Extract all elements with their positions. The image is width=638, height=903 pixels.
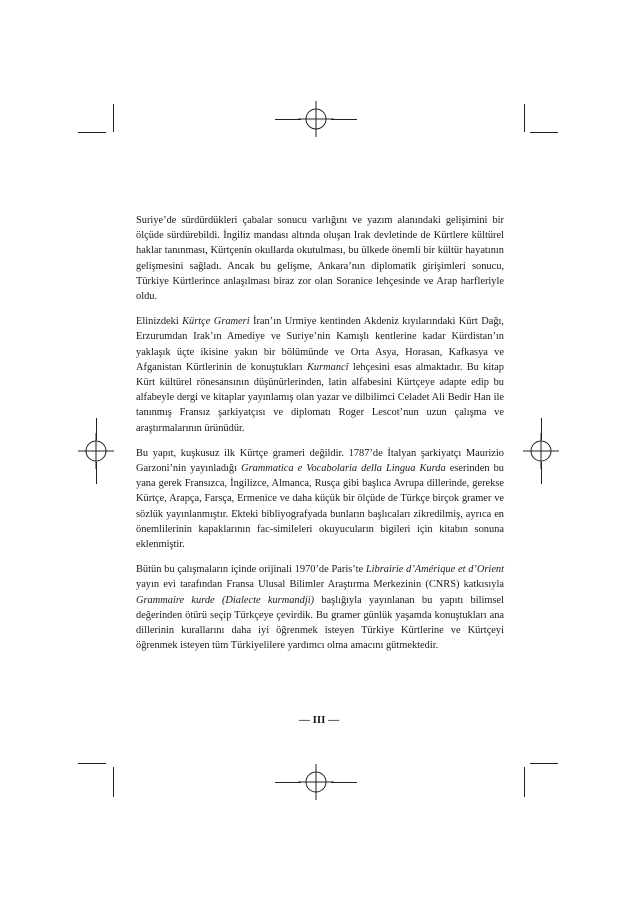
- paragraph-2: [136, 314, 504, 436]
- paragraph-2-text-c: lehçesini esas almaktadır. Bu kitap Kürt kültürel rönesansının düşünürlerinden, latin alfabesini Kürtçeye adapte edip bu alfabeyle dergi ve kitaplar yayınlamış olan yazar ve dilbilimci Celadet Ali Bedir Han ile tanınmış Fransız şarkiyatçısı ve diplomatı Roger Lescot’nun uzun çalışma ve araştırmalarının ürünüdür.: [136, 361, 504, 434]
- dialect-name-kurmanci: Kurmancî: [306, 361, 349, 373]
- paragraph-3-text-b: eserinden bu yana gerek Fransızca, İngilizce, Almanca, Rusça gibi başlıca Avrupa dillerinde, gerekse Kürtçe, Arapça, Farsça, Ermenice ve daha küçük bir ölçüde de Türkçe birçok gramer ve sözlük yayınlanmıştır. Ekteki bibliyografyada bunların başlıcaları zikredilmiş, ayrıca en önemlilerinin kapaklarının fac-simileleri okuyucuların bigileri için kitabın sonuna eklenmiştir.: [136, 463, 504, 551]
- paragraph-4-text-b: yayın evi tarafından Fransa Ulusal Bilimler Araştırma Merkezinin (CNRS) katkısıyla: [136, 579, 504, 591]
- registration-mark-bottom-icon: [296, 762, 336, 802]
- paragraph-4-text-c: başlığıyla yayınlanan bu yapıtı bilimsel değerinden ötürü seçip Türkçeye çevirdik. Bu gramer günlük yaşamda konuştukları ana dillerinin kurallarını daha iyi öğrenmek isteyen Türkiye Kürtlerine ve Kürtçeyi öğrenmek isteyen tüm Türkiyelilere yardımcı olma amacını gütmektedir.: [136, 594, 504, 652]
- paragraph-4-text-a: Bütün bu çalışmaların içinde orijinali 1970’de Paris’te: [136, 564, 366, 576]
- paragraph-1-text: Suriye’de sürdürdükleri çabalar sonucu varlığını ve yazım alanındaki gelişimini bir ölçüde sürdürebildi. İngiliz mandası altında oluşan Irak devletinde de Kürtlere kültürel haklar tanınması, Kürtçenin okullarda okutulması, bu ülkede önemli bir kültür hayatının gelişmesini sağladı. Ancak bu gelişme, Ankara’nın diplomatik girişimleri sonucu, Türkiye Kürtlerince anlaşılması biraz zor olan Soranice lehçesinde ve Arap harfleriyle oldu.: [136, 215, 504, 303]
- crop-mark-bottom-left-v: [113, 767, 114, 797]
- crop-mark-top-left-v: [113, 104, 114, 132]
- paragraph-3-text-a: Bu yapıt, kuşkusuz ilk Kürtçe grameri değildir. 1787’de İtalyan şarkiyatçı Maurizio Garzoni’nin yayınladığı: [136, 447, 504, 475]
- paragraph-1: [136, 213, 504, 304]
- paragraph-2-text-b: İran’ın Urmiye kentinden Akdeniz kıyılarındaki Kürt Dağı, Erzurumdan Irak’ın Amediye ve Suriye’nin Kamışlı kentlerine kadar Kürdistan’ın yaklaşık üçte ikisine yakın bir bölümünde ve Orta Asya, Horasan, Kafkasya ve Afganistan Kürtlerinin de konuştukları: [136, 316, 505, 373]
- book-title-grammaire-kurde: Grammaire kurde (Dialecte kurmandji): [136, 594, 315, 606]
- page-number: — III —: [298, 714, 340, 726]
- paragraph-4: [136, 562, 504, 653]
- crop-mark-bottom-right-v: [524, 767, 525, 797]
- book-title-kurtce-grameri: Kürtçe Grameri: [182, 316, 250, 328]
- crop-mark-top-right-h: [530, 132, 558, 133]
- registration-mark-right-icon: [521, 431, 561, 471]
- publisher-name: Librairie d’Amérique et d’Orient: [365, 564, 505, 576]
- crop-mark-top-right-v: [524, 104, 525, 132]
- registration-mark-top-icon: [296, 99, 336, 139]
- registration-mark-left-icon: [76, 431, 116, 471]
- paragraph-2-text-a: Elinizdeki: [136, 316, 183, 328]
- paragraph-3: [136, 446, 504, 552]
- crop-mark-top-left-h: [78, 132, 106, 133]
- crop-mark-bottom-left-h: [78, 763, 106, 764]
- crop-mark-bottom-right-h: [530, 763, 558, 764]
- book-title-garzoni: Grammatica e Vocabolaria della Lingua Kurda: [241, 463, 446, 475]
- body-text: [136, 213, 504, 663]
